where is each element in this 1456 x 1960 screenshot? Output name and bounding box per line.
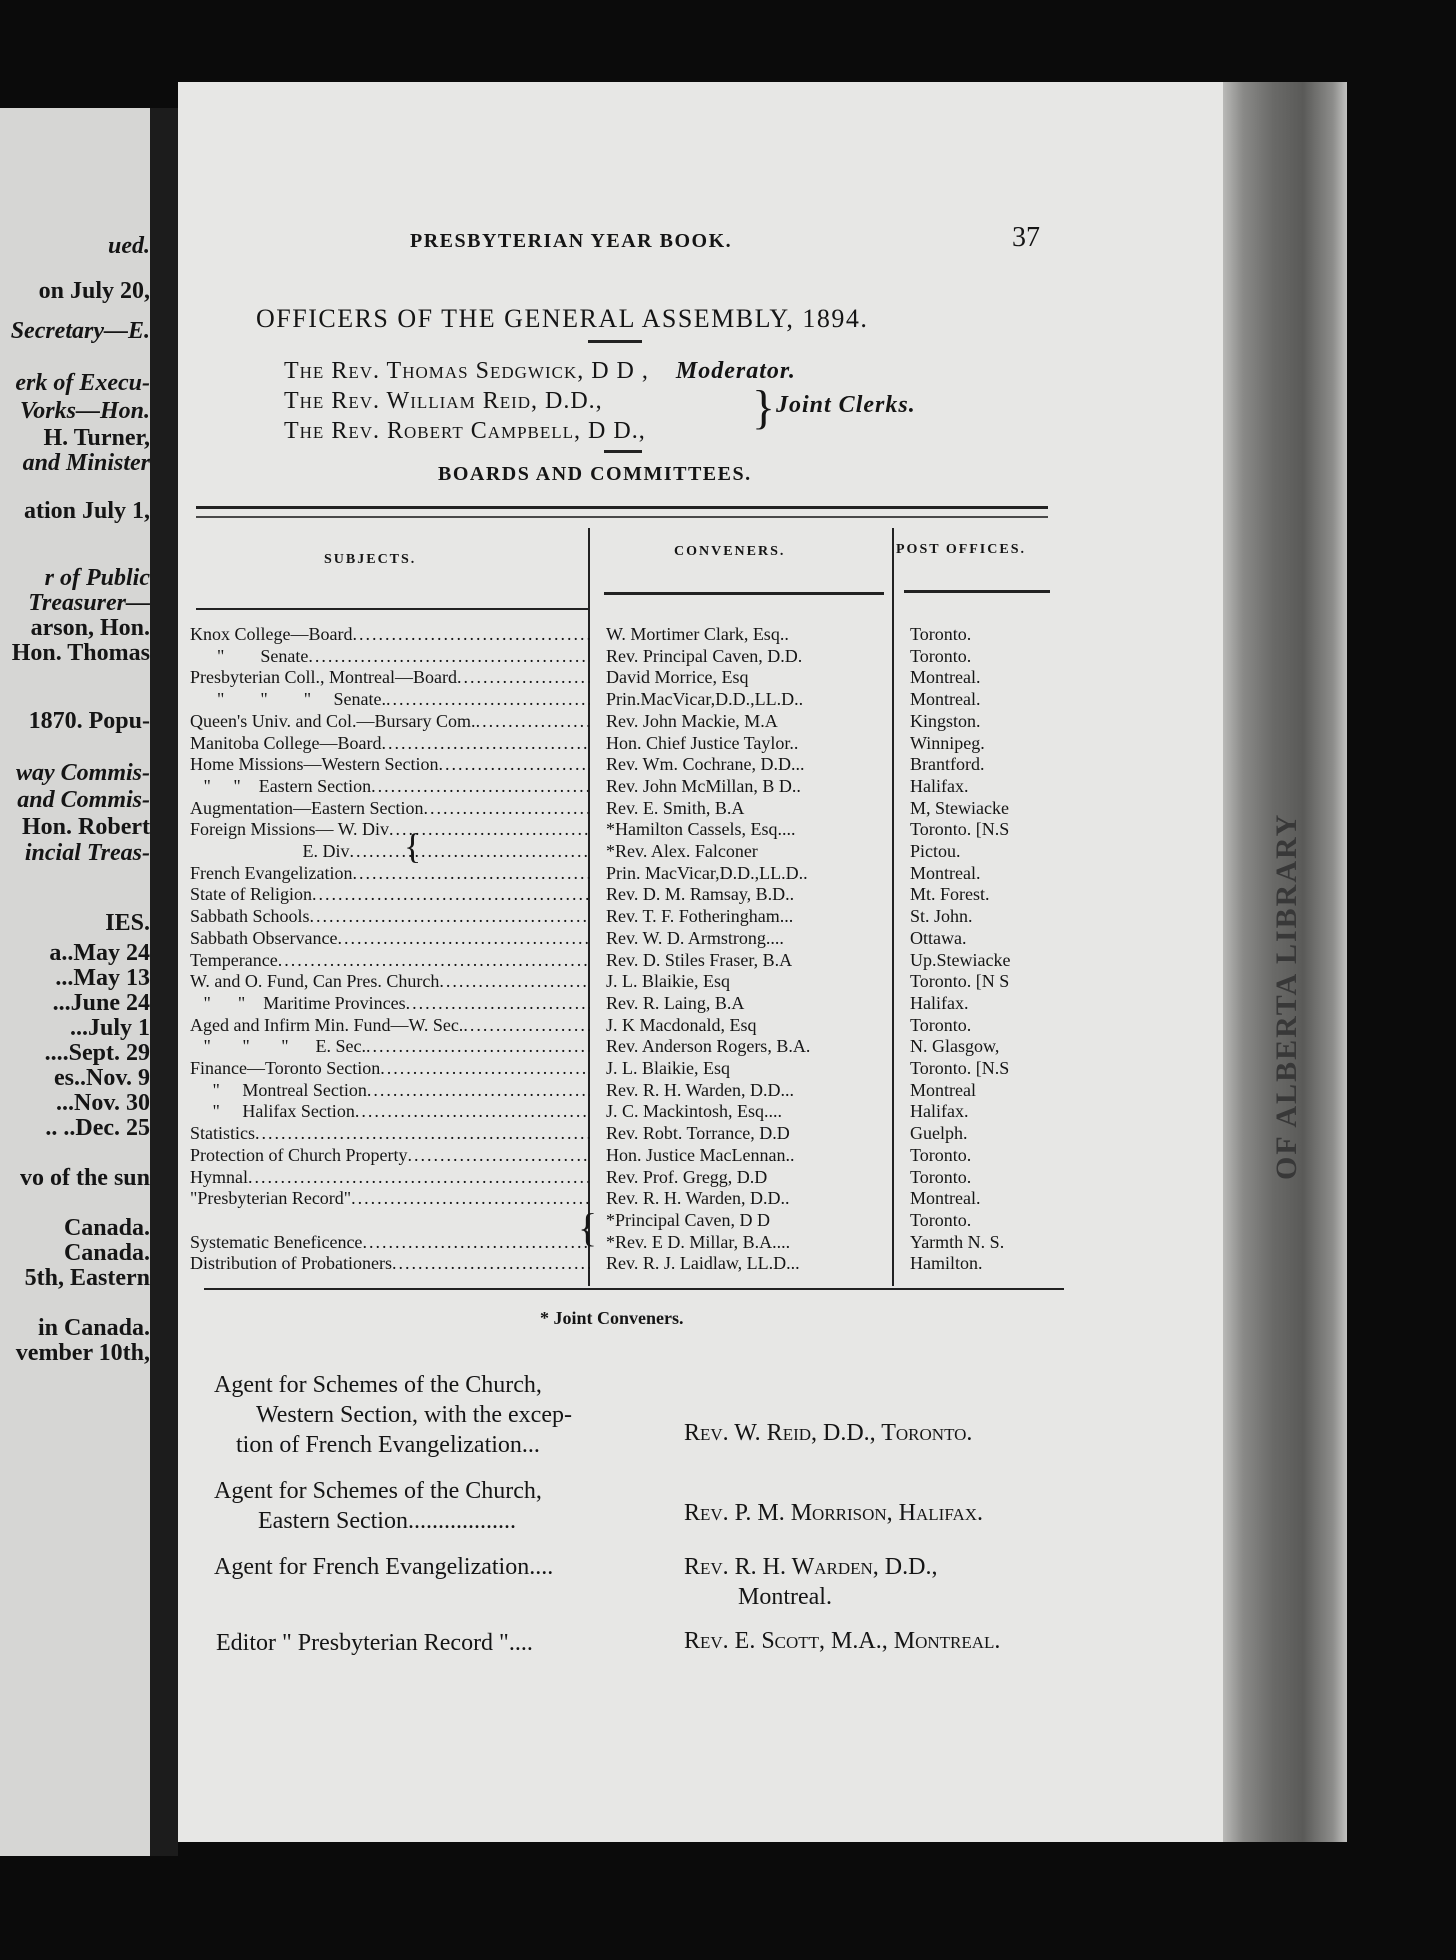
agent-label-line: tion of French Evangelization...	[236, 1432, 540, 1458]
subject-cell	[190, 1058, 590, 1079]
left-page-line: ...June 24	[52, 990, 150, 1016]
post-office-cell-text: Toronto. [N.S	[910, 1058, 1010, 1078]
post-office-cell-text: Montreal.	[910, 667, 981, 688]
subject-cell-text: Temperance	[190, 949, 278, 970]
convener-cell-text: *Principal Caven, D D	[606, 1209, 770, 1230]
agent-value-continued: Montreal.	[738, 1584, 832, 1610]
post-office-cell	[910, 689, 1070, 710]
subject-cell-text: Protection of Church Property	[190, 1144, 408, 1165]
post-office-cell	[910, 667, 1070, 688]
post-office-cell	[910, 1188, 1070, 1209]
footnote: * Joint Conveners.	[540, 1308, 684, 1328]
post-office-cell	[910, 776, 1070, 797]
left-page-line: Canada.	[63, 1215, 150, 1241]
convener-cell-text: Rev. Principal Caven, D.D.	[606, 645, 803, 666]
post-office-cell-text: Guelph.	[910, 1123, 968, 1144]
foreign-missions-brace: {	[404, 826, 422, 866]
post-office-cell	[910, 1145, 1070, 1166]
dot-leader	[310, 906, 591, 926]
left-page-line: Canada.	[63, 1240, 150, 1266]
subject-cell-text: " " " Senate.	[190, 689, 387, 710]
convener-cell	[606, 1253, 896, 1274]
clerks-brace: }	[752, 381, 776, 434]
dot-leader	[352, 863, 590, 883]
left-page-line: and Minister	[22, 450, 150, 476]
post-office-cell-text: Halifax.	[910, 1101, 969, 1122]
subject-cell	[190, 1080, 590, 1101]
convener-cell-text: Rev. Prof. Gregg, D.D	[606, 1166, 768, 1187]
dot-leader	[366, 1036, 590, 1056]
convener-cell	[606, 928, 896, 949]
subject-cell	[190, 1123, 590, 1144]
post-office-cell	[910, 993, 1070, 1014]
convener-cell	[606, 1210, 896, 1231]
section-subtitle: BOARDS AND COMMITTEES.	[438, 463, 752, 485]
left-page-line: ...Nov. 30	[55, 1090, 150, 1116]
subject-cell-text: Augmentation—Eastern Section	[190, 797, 424, 818]
subject-cell-text: Home Missions—Western Section	[190, 754, 439, 775]
subject-cell	[190, 928, 590, 949]
agent-value: Rev. R. H. Warden, D.D.,	[684, 1554, 938, 1580]
post-office-cell-text: Brantford.	[910, 754, 985, 775]
officer-moderator	[284, 358, 796, 385]
subject-cell-text: " " " E. Sec.	[190, 1036, 367, 1057]
convener-cell-text: J. L. Blaikie, Esq	[606, 1058, 730, 1078]
left-page-line: Vorks—Hon.	[19, 398, 150, 424]
post-office-cell-text: Hamilton.	[910, 1253, 983, 1274]
dot-leader	[476, 711, 590, 731]
post-office-cell-text: Up.Stewiacke	[910, 949, 1011, 970]
post-office-cell-text: Montreal.	[910, 862, 981, 883]
table-top-rule-2	[196, 516, 1048, 518]
agent-label-line: Western Section, with the excep-	[256, 1402, 572, 1428]
subject-cell-text: "Presbyterian Record"	[190, 1188, 352, 1209]
left-page-line: 1870. Popu-	[28, 708, 150, 734]
subject-cell	[190, 754, 590, 775]
convener-cell	[606, 689, 896, 710]
subject-cell	[190, 993, 590, 1014]
dot-leader	[362, 1232, 590, 1252]
post-office-cell	[910, 646, 1070, 667]
post-header-rule	[904, 590, 1050, 593]
left-page-line: Treasurer—	[28, 590, 150, 616]
page-title: OFFICERS OF THE GENERAL ASSEMBLY, 1894.	[256, 304, 869, 333]
convener-cell	[606, 1145, 896, 1166]
post-office-cell	[910, 950, 1070, 971]
convener-cell	[606, 733, 896, 754]
post-office-cell-text: Toronto.	[910, 1209, 972, 1230]
convener-cell	[606, 906, 896, 927]
title-rule	[588, 340, 642, 343]
subject-cell-text: " " Eastern Section	[190, 775, 372, 796]
convener-cell-text: *Rev. Alex. Falconer	[606, 841, 758, 861]
subject-cell-text: " Senate	[190, 645, 309, 666]
convener-cell	[606, 711, 896, 732]
post-office-cell	[910, 819, 1070, 840]
convener-cell-text: Rev. R. H. Warden, D.D...	[606, 1079, 795, 1100]
left-page-line: ....Sept. 29	[44, 1040, 150, 1066]
convener-cell-text: W. Mortimer Clark, Esq..	[606, 624, 789, 644]
agent-label-line: Agent for French Evangelization....	[214, 1554, 554, 1580]
left-page-line: ation July 1,	[23, 498, 150, 524]
post-office-cell	[910, 1253, 1070, 1274]
subject-cell-text: French Evangelization	[190, 862, 353, 883]
table-bottom-rule	[204, 1288, 1064, 1290]
subject-cell-text: State of Religion	[190, 884, 312, 905]
left-page-line: vo of the sun	[19, 1165, 150, 1191]
left-page-line: erk of Execu-	[15, 370, 150, 396]
convener-cell-text: Rev. W. D. Armstrong....	[606, 927, 784, 948]
subject-cell-text: " Montreal Section	[190, 1079, 367, 1100]
post-office-cell-text: N. Glasgow,	[910, 1036, 1000, 1057]
dot-leader	[381, 733, 590, 753]
subject-cell-text: W. and O. Fund, Can Pres. Church	[190, 971, 440, 992]
subject-cell-text: E. Div	[190, 841, 350, 861]
subject-cell	[190, 776, 590, 797]
subject-cell-text: Sabbath Schools	[190, 906, 310, 927]
subject-cell-text: Systematic Beneficence	[190, 1231, 363, 1252]
subject-cell	[190, 646, 590, 667]
subject-cell	[190, 950, 590, 971]
post-office-cell	[910, 733, 1070, 754]
convener-cell	[606, 819, 896, 840]
subject-cell-text: Aged and Infirm Min. Fund—W. Sec.	[190, 1014, 464, 1035]
post-office-cell-text: Mt. Forest.	[910, 884, 990, 905]
convener-cell	[606, 841, 896, 862]
post-office-cell-text: Montreal.	[910, 1188, 981, 1209]
beneficence-brace: {	[578, 1205, 598, 1250]
dot-leader	[355, 1101, 590, 1121]
convener-cell	[606, 798, 896, 819]
subject-cell	[190, 819, 590, 840]
post-office-cell	[910, 884, 1070, 905]
left-page-line: Secretary—E.	[10, 318, 150, 344]
post-office-cell-text: Montreal	[910, 1079, 976, 1100]
subject-cell-text: Distribution of Probationers	[190, 1253, 392, 1274]
post-office-cell-text: Kingston.	[910, 710, 981, 731]
joint-clerks-label: Joint Clerks.	[776, 392, 916, 418]
left-page-line: 5th, Eastern	[24, 1265, 150, 1291]
left-page-line: r of Public	[44, 565, 150, 591]
left-page-line: on July 20,	[38, 278, 150, 304]
officer-role: Moderator.	[675, 358, 796, 384]
post-office-cell-text: Toronto. [N.S	[910, 819, 1010, 840]
subject-cell	[190, 1210, 590, 1231]
convener-cell-text: Rev. John Mackie, M.A	[606, 710, 778, 731]
subject-cell	[190, 667, 590, 688]
dot-leader	[350, 841, 591, 861]
dot-leader	[278, 950, 590, 970]
convener-cell-text: Rev. T. F. Fotheringham...	[606, 906, 794, 927]
agent-label-line: Editor " Presbyterian Record "....	[216, 1630, 533, 1656]
convener-cell-text: J. L. Blaikie, Esq	[606, 971, 730, 992]
post-office-cell-text: Ottawa.	[910, 927, 967, 948]
left-page-line: vember 10th,	[15, 1340, 150, 1366]
subject-cell	[190, 689, 590, 710]
subject-cell-text: Manitoba College—Board	[190, 732, 382, 753]
dot-leader	[439, 754, 590, 774]
dot-leader	[352, 624, 590, 644]
running-title: PRESBYTERIAN YEAR BOOK.	[410, 230, 733, 252]
convener-cell-text: Rev. R. H. Warden, D.D..	[606, 1188, 790, 1209]
convener-cell	[606, 1015, 896, 1036]
subject-cell-text: Knox College—Board	[190, 624, 353, 644]
left-page-line: Hon. Robert	[22, 814, 150, 840]
dot-leader	[312, 884, 590, 904]
dot-leader	[439, 971, 590, 991]
agent-value: Rev. E. Scott, M.A., Montreal.	[684, 1628, 1001, 1654]
convener-cell-text: *Rev. E D. Millar, B.A....	[606, 1231, 791, 1252]
convener-cell	[606, 624, 896, 645]
left-page-line: a..May 24	[49, 940, 150, 966]
convener-cell-text: David Morrice, Esq	[606, 667, 749, 688]
subject-cell	[190, 1253, 590, 1274]
dot-leader	[386, 689, 590, 709]
subject-cell-text: Foreign Missions— W. Div	[190, 819, 390, 840]
convener-cell-text: Rev. Anderson Rogers, B.A.	[606, 1036, 811, 1057]
convener-cell-text: Prin.MacVicar,D.D.,LL.D..	[606, 689, 804, 710]
convener-cell-text: Hon. Justice MacLennan..	[606, 1144, 795, 1165]
post-office-cell	[910, 928, 1070, 949]
subjects-header-rule	[196, 608, 588, 610]
post-office-cell-text: St. John.	[910, 906, 973, 927]
convener-cell	[606, 993, 896, 1014]
subject-cell	[190, 1188, 590, 1209]
post-office-cell	[910, 1232, 1070, 1253]
convener-cell	[606, 1080, 896, 1101]
dot-leader	[406, 993, 590, 1013]
convener-cell	[606, 1167, 896, 1188]
subject-cell-text: Statistics	[190, 1123, 256, 1144]
agent-label-line: Agent for Schemes of the Church,	[214, 1372, 542, 1398]
page-number: 37	[1012, 222, 1040, 253]
subject-cell	[190, 841, 590, 862]
post-office-cell-text: Toronto.	[910, 1166, 972, 1187]
post-office-cell	[910, 1036, 1070, 1057]
officer-name: The Rev. Thomas Sedgwick, D D ,	[284, 358, 649, 384]
convener-cell	[606, 646, 896, 667]
convener-cell	[606, 863, 896, 884]
convener-cell-text: *Hamilton Cassels, Esq....	[606, 819, 796, 840]
library-stamp: OF ALBERTA LIBRARY	[1270, 812, 1303, 1180]
subject-cell	[190, 906, 590, 927]
dot-leader	[407, 1145, 590, 1165]
officers-rule	[604, 450, 642, 453]
post-office-cell-text: Toronto. [N S	[910, 971, 1010, 992]
post-office-cell	[910, 1210, 1070, 1231]
convener-cell-text: Prin. MacVicar,D.D.,LL.D..	[606, 862, 808, 883]
left-page-line: IES.	[105, 910, 150, 936]
subject-cell	[190, 1167, 590, 1188]
convener-cell-text: Rev. Robt. Torrance, D.D	[606, 1123, 790, 1144]
post-office-cell-text: Toronto.	[910, 645, 972, 666]
left-page-line: way Commis-	[15, 760, 150, 786]
left-page-line: ued.	[108, 233, 150, 259]
post-office-cell	[910, 1058, 1070, 1079]
dot-leader	[371, 776, 590, 796]
subject-cell	[190, 798, 590, 819]
post-office-cell	[910, 863, 1070, 884]
post-office-cell-text: Halifax.	[910, 775, 969, 796]
left-facing-page	[0, 108, 150, 1856]
subject-cell	[190, 1145, 590, 1166]
subject-cell-text: Queen's Univ. and Col.—Bursary Com.	[190, 710, 476, 731]
left-page-line: arson, Hon.	[30, 615, 150, 641]
dot-leader	[255, 1123, 590, 1143]
conveners-header-rule	[604, 592, 884, 595]
post-office-cell	[910, 906, 1070, 927]
post-office-cell-text: Toronto.	[910, 624, 972, 644]
convener-cell-text: J. K Macdonald, Esq	[606, 1014, 757, 1035]
convener-cell	[606, 1232, 896, 1253]
left-page-line: in Canada.	[37, 1315, 150, 1341]
convener-cell	[606, 667, 896, 688]
left-page-line: Hon. Thomas	[11, 640, 150, 666]
convener-cell	[606, 1123, 896, 1144]
header-post-offices: POST OFFICES.	[896, 542, 1026, 557]
subject-cell	[190, 863, 590, 884]
post-office-cell	[910, 798, 1070, 819]
agent-label-line: Eastern Section..................	[258, 1508, 516, 1534]
convener-cell-text: Rev. R. J. Laidlaw, LL.D...	[606, 1253, 800, 1274]
post-office-cell	[910, 1101, 1070, 1122]
dot-leader	[351, 1188, 590, 1208]
subject-cell-text: Hymnal	[190, 1166, 248, 1187]
left-page-line: es..Nov. 9	[54, 1065, 150, 1091]
subject-cell-text: Finance—Toronto Section	[190, 1058, 381, 1078]
dot-leader	[423, 798, 590, 818]
post-office-cell	[910, 971, 1070, 992]
convener-cell	[606, 776, 896, 797]
subject-cell-text: Sabbath Observance	[190, 927, 338, 948]
dot-leader	[457, 667, 590, 687]
convener-cell	[606, 754, 896, 775]
convener-cell	[606, 884, 896, 905]
post-office-cell-text: Montreal.	[910, 689, 981, 710]
subject-cell	[190, 733, 590, 754]
agent-label-line: Agent for Schemes of the Church,	[214, 1478, 542, 1504]
subject-cell-text: " " Maritime Provinces	[190, 992, 406, 1013]
post-office-cell	[910, 1167, 1070, 1188]
subject-cell	[190, 1036, 590, 1057]
convener-cell-text: Rev. Wm. Cochrane, D.D...	[606, 754, 805, 775]
dot-leader	[463, 1015, 590, 1035]
dot-leader	[367, 1080, 590, 1100]
post-office-cell	[910, 1015, 1070, 1036]
post-office-cell-text: Toronto.	[910, 1144, 972, 1165]
convener-cell	[606, 1188, 896, 1209]
convener-cell	[606, 1036, 896, 1057]
dot-leader	[392, 1253, 590, 1273]
dot-leader	[380, 1058, 590, 1078]
post-office-cell-text: M, Stewiacke	[910, 797, 1009, 818]
dot-leader	[337, 928, 590, 948]
book-gutter	[150, 108, 178, 1856]
subject-cell	[190, 1232, 590, 1253]
post-office-cell-text: Halifax.	[910, 992, 969, 1013]
post-office-cell-text: Yarmth N. S.	[910, 1231, 1005, 1252]
convener-cell	[606, 1101, 896, 1122]
subject-cell	[190, 971, 590, 992]
convener-cell-text: Rev. John McMillan, B D..	[606, 775, 801, 796]
post-office-cell-text: Winnipeg.	[910, 732, 985, 753]
left-page-line: H. Turner,	[43, 425, 150, 451]
subject-cell	[190, 1101, 590, 1122]
convener-cell-text: Rev. D. Stiles Fraser, B.A	[606, 949, 793, 970]
left-page-line: incial Treas-	[24, 840, 150, 866]
left-page-line: and Commis-	[17, 787, 150, 813]
subject-cell	[190, 624, 590, 645]
agent-value: Rev. W. Reid, D.D., Toronto.	[684, 1420, 973, 1446]
convener-cell	[606, 950, 896, 971]
agent-value: Rev. P. M. Morrison, Halifax.	[684, 1500, 984, 1526]
post-office-cell	[910, 1080, 1070, 1101]
post-office-cell	[910, 711, 1070, 732]
header-conveners: CONVENERS.	[674, 544, 786, 559]
post-office-cell	[910, 754, 1070, 775]
subject-cell-text: " Halifax Section	[190, 1101, 355, 1122]
subject-cell-text: Presbyterian Coll., Montreal—Board	[190, 667, 457, 688]
convener-cell-text: Rev. E. Smith, B.A	[606, 797, 745, 818]
post-office-cell	[910, 1123, 1070, 1144]
officer-clerk-2: The Rev. Robert Campbell, D D.,	[284, 418, 646, 444]
header-subjects: SUBJECTS.	[324, 552, 417, 567]
subject-cell	[190, 884, 590, 905]
dot-leader	[248, 1167, 590, 1187]
table-top-rule	[196, 506, 1048, 509]
post-office-cell	[910, 841, 1070, 862]
post-office-cell-text: Pictou.	[910, 841, 961, 861]
subject-cell	[190, 1015, 590, 1036]
convener-cell-text: J. C. Mackintosh, Esq....	[606, 1101, 783, 1122]
subject-cell	[190, 711, 590, 732]
left-page-line: ...July 1	[69, 1015, 150, 1041]
convener-cell	[606, 1058, 896, 1079]
convener-cell	[606, 971, 896, 992]
officer-clerk-1: The Rev. William Reid, D.D.,	[284, 388, 603, 414]
convener-cell-text: Hon. Chief Justice Taylor..	[606, 732, 799, 753]
post-office-cell-text: Toronto.	[910, 1014, 972, 1035]
left-page-line: .. ..Dec. 25	[45, 1115, 150, 1141]
convener-cell-text: Rev. R. Laing, B.A	[606, 992, 745, 1013]
convener-cell-text: Rev. D. M. Ramsay, B.D..	[606, 884, 795, 905]
dot-leader	[308, 646, 590, 666]
left-page-line: ...May 13	[55, 965, 150, 991]
post-office-cell	[910, 624, 1070, 645]
